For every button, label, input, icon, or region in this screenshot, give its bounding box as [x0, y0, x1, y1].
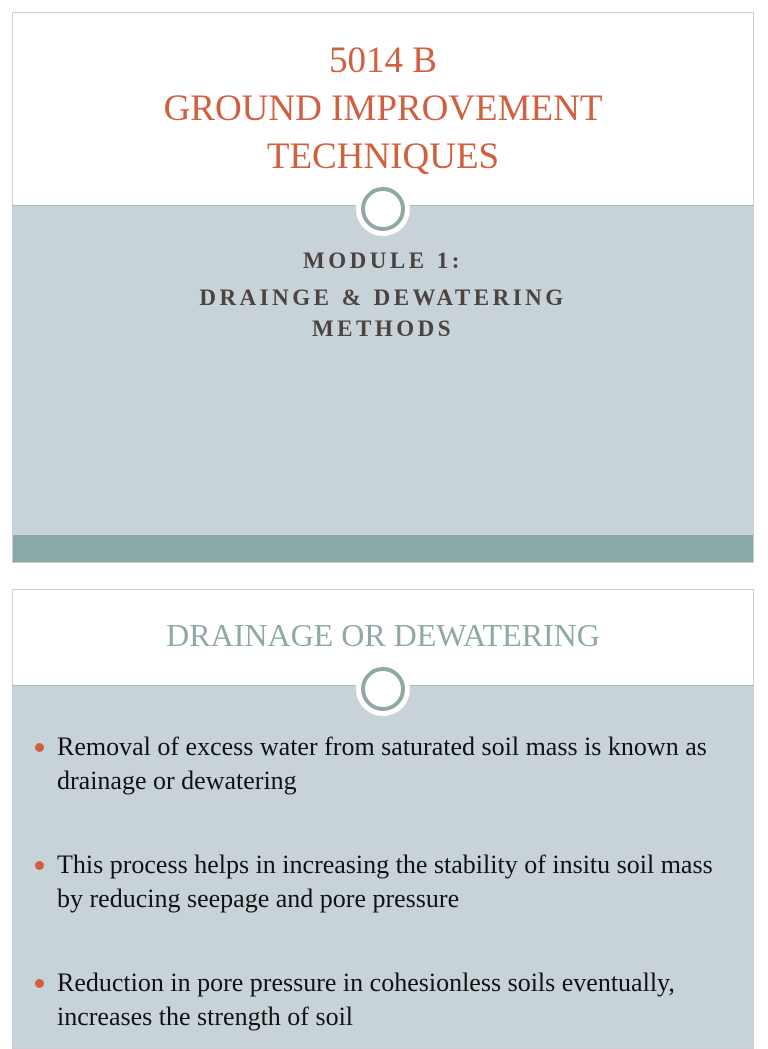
slide-title: DRAINAGE OR DEWATERING — [166, 617, 600, 653]
course-code: 5014 B — [329, 40, 437, 81]
bullet-dot-icon — [35, 743, 44, 752]
bullet-text: This process helps in increasing the stability of insitu soil mass by reducing seepage and pore pressure — [57, 850, 713, 913]
bullet-list — [35, 730, 739, 1049]
course-title — [13, 13, 753, 181]
module-number: MODULE 1: — [303, 248, 463, 273]
bullet-item — [35, 730, 739, 798]
module-subtitle — [13, 245, 753, 344]
bullet-dot-icon — [35, 979, 44, 988]
course-title-line-1: GROUND IMPROVEMENT — [163, 88, 603, 129]
course-title-line-2: TECHNIQUES — [266, 136, 500, 177]
circle-ornament-icon — [361, 187, 405, 231]
circle-ornament-icon — [361, 667, 405, 711]
content-slide — [12, 589, 754, 1049]
footer-band — [13, 535, 753, 562]
bullet-item — [35, 848, 739, 916]
bullet-text: Removal of excess water from saturated soil mass is known as drainage or dewatering — [57, 732, 707, 795]
title-area — [13, 13, 753, 205]
title-slide — [12, 12, 754, 563]
module-name-line-2: METHODS — [311, 316, 455, 341]
module-name-line-1: DRAINGE & DEWATERING — [199, 285, 567, 310]
bullet-dot-icon — [35, 861, 44, 870]
bullet-text: Reduction in pore pressure in cohesionless soils eventually, increases the strength of soil — [57, 968, 675, 1031]
